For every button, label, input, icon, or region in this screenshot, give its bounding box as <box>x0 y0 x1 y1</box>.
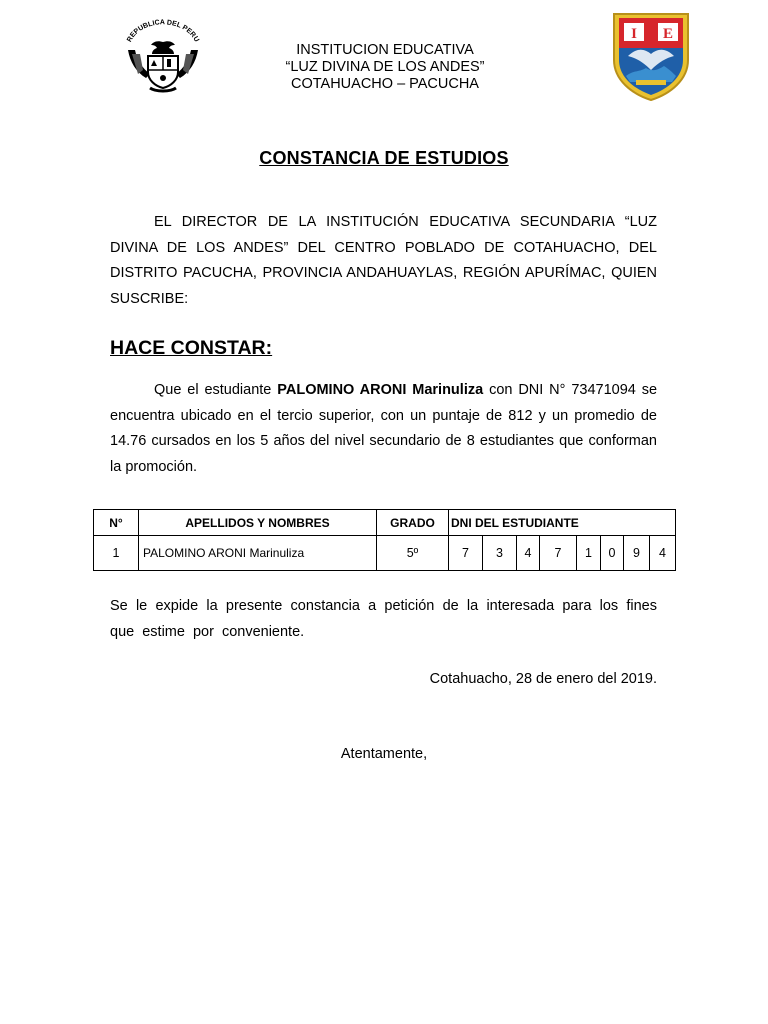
shield-letter-e: E <box>662 26 674 42</box>
dni-digit: 7 <box>449 536 483 571</box>
dni-digit: 7 <box>540 536 577 571</box>
svg-text:REPUBLICA DEL PERU <box>126 19 200 43</box>
table-header-row <box>94 510 676 536</box>
peru-coat-of-arms-logo <box>120 14 206 96</box>
row-grade: 5º <box>377 536 449 571</box>
date-line: Cotahuacho, 28 de enero del 2019. <box>429 671 657 687</box>
coat-of-arms-caption: REPUBLICA DEL PERU <box>126 19 200 44</box>
header-line-1: INSTITUCION EDUCATIVA <box>296 42 474 58</box>
closing-paragraph: Se le expide la presente constancia a petición de la interesada para los fines que estime por conveniente. <box>110 598 657 640</box>
row-name: PALOMINO ARONI Marinuliza <box>139 536 377 571</box>
body-before-name: Que el estudiante <box>154 382 272 398</box>
salutation: Atentamente, <box>340 746 428 762</box>
header-line-3: COTAHUACHO – PACUCHA <box>291 76 479 92</box>
school-shield-logo <box>610 10 692 102</box>
body-after-name: con DNI N° 73471094 se encuentra ubicado en el tercio superior, con un puntaje de 812 y un promedio de 14.76 cursados en los 5 años del nivel secundario de 8 estudiantes que conforman la promoción. <box>110 382 658 475</box>
shield-letter-i: I <box>631 26 637 42</box>
section-heading: HACE CONSTAR: <box>110 337 273 359</box>
institution-header <box>230 42 540 93</box>
student-name: PALOMINO ARONI Marinuliza <box>277 382 484 398</box>
intro-text: EL DIRECTOR DE LA INSTITUCIÓN EDUCATIVA SECUNDARIA “LUZ DIVINA DE LOS ANDES” DEL CENTRO POBLADO DE COTAHUACHO, DEL DISTRITO PACUCHA, PROVINCIA ANDAHUAYLAS, REGIÓN APURÍMAC, QUIEN SUSCRIBE: <box>110 214 657 307</box>
dni-digit: 4 <box>650 536 676 571</box>
table-row <box>94 536 676 571</box>
header-grade: GRADO <box>377 510 449 536</box>
dni-digit: 4 <box>517 536 540 571</box>
students-table <box>93 509 676 571</box>
certification-paragraph <box>110 378 657 480</box>
row-number: 1 <box>94 536 139 571</box>
dni-digit: 9 <box>624 536 650 571</box>
dni-digit: 0 <box>601 536 624 571</box>
dni-digit: 1 <box>577 536 601 571</box>
header-dni: DNI DEL ESTUDIANTE <box>449 510 676 536</box>
intro-paragraph <box>110 210 657 312</box>
header-names: APELLIDOS Y NOMBRES <box>139 510 377 536</box>
header-number: N° <box>94 510 139 536</box>
header-line-2: “LUZ DIVINA DE LOS ANDES” <box>285 59 485 75</box>
dni-digit: 3 <box>483 536 517 571</box>
document-title: CONSTANCIA DE ESTUDIOS <box>259 148 509 168</box>
